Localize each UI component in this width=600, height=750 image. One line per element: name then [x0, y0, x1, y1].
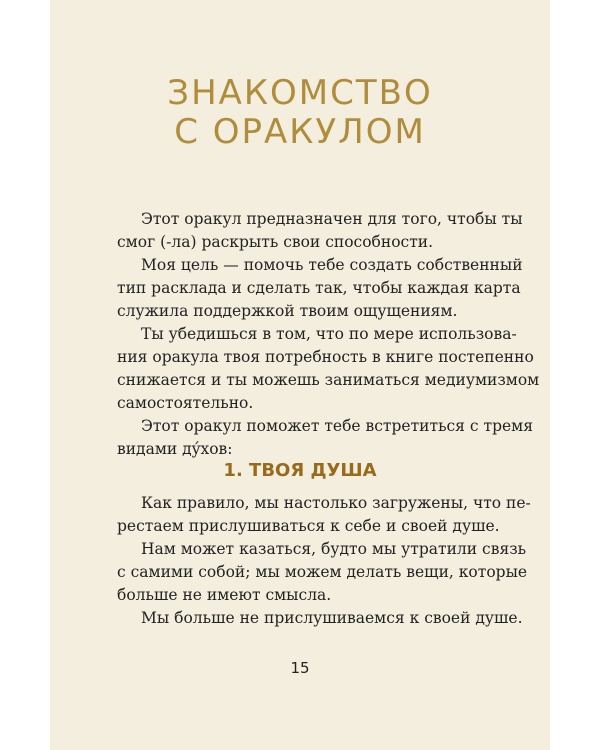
book-page [50, 0, 550, 750]
intro-text [117, 208, 540, 461]
text-line: Нам может казаться, будто мы утратили связь [141, 540, 527, 558]
section-text [117, 492, 531, 630]
chapter-title-line-2: С ОРАКУЛОМ [174, 112, 426, 152]
text-line: Как правило, мы настолько загружены, что пе- [141, 494, 531, 512]
text-line: тип расклада и сделать так, чтобы каждая карта [117, 279, 521, 297]
text-line: самостоятельно. [117, 394, 254, 412]
text-line: Мы больше не прислушиваемся к своей душе. [141, 609, 523, 627]
text-line: снижается и ты можешь заниматься медиумизмом [117, 371, 540, 389]
text-line: рестаем прислушиваться к себе и своей душе. [117, 517, 500, 535]
text-line: Этот оракул предназначен для того, чтобы ты [141, 210, 523, 228]
text-line: Этот оракул поможет тебе встретиться с тремя [141, 417, 534, 435]
chapter-title-line-1: ЗНАКОМСТВО [167, 73, 433, 113]
text-line: Моя цель — помочь тебе создать собственный [141, 256, 523, 274]
text-line: больше не имеют смысла. [117, 586, 332, 604]
text-line: служила поддержкой твоим ощущениям. [117, 302, 458, 320]
text-line: смог (-ла) раскрыть свои способности. [117, 233, 434, 251]
page-number: 15 [290, 659, 310, 677]
section-heading: 1. ТВОЯ ДУША [223, 460, 377, 481]
text-line: ния оракула твоя потребность в книге постепенно [117, 348, 534, 366]
text-line: Ты убедишься в том, что по мере использова- [141, 325, 517, 343]
text-line: видами дýхов: [117, 440, 233, 458]
text-line: с самими собой; мы можем делать вещи, которые [117, 563, 528, 581]
